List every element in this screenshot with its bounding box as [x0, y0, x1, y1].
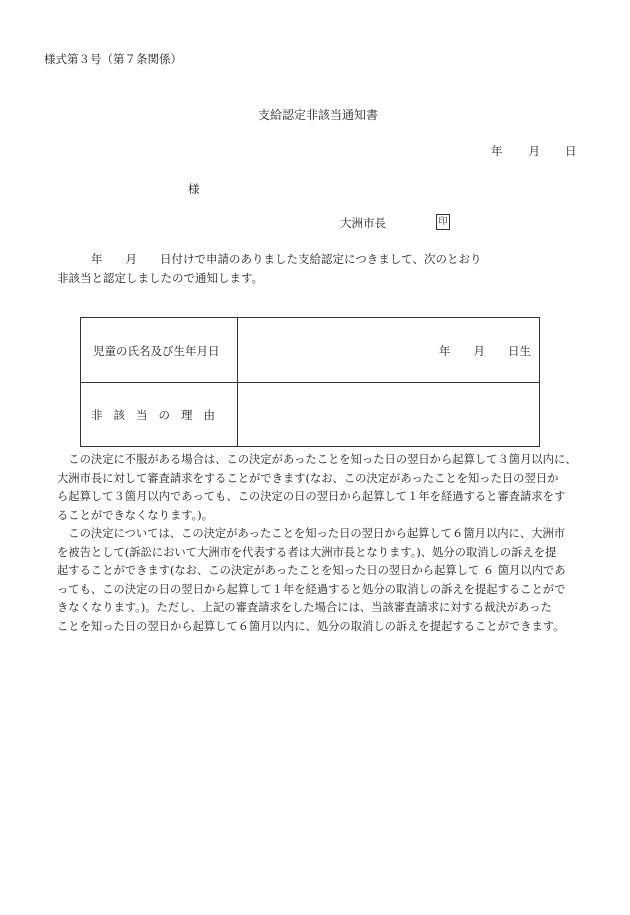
- child-name-dob-label: 児童の氏名及び生年月日: [93, 344, 220, 358]
- addressee-suffix: 様: [188, 182, 200, 196]
- table-row-child-info: [81, 318, 539, 383]
- seal-mark: 印: [436, 214, 450, 230]
- document-title: 支給認定非該当通知書: [258, 108, 379, 122]
- notes-line: っても、この決定の日の翌日から起算して１年を経過すると処分の取消しの訴えを提起することがで: [57, 582, 566, 596]
- intro-line-2: 非該当と認定しましたので通知します。: [57, 271, 264, 285]
- date-month: 月: [528, 144, 540, 158]
- table-row-reason: [81, 383, 539, 446]
- info-table: [80, 317, 540, 447]
- date-year: 年: [491, 144, 503, 158]
- notes-line: 大洲市長に対して審査請求をすることができます(なお、この決定があったことを知った日の翌日か: [57, 471, 559, 485]
- date-day: 日: [565, 144, 577, 158]
- notes-line: 起することができます(なお、この決定があったことを知った日の翌日から起算して ６ 箇月以内であ: [57, 564, 566, 577]
- form-number: 様式第３号（第７条関係）: [44, 52, 182, 66]
- issuer-name: 大洲市長: [340, 216, 386, 230]
- notes: [57, 451, 597, 636]
- notes-line: ことを知った日の翌日から起算して６箇月以内に、処分の取消しの訴えを提起することができます。: [57, 619, 565, 633]
- notes-line: を被告として(訴訟において大洲市を代表する者は大洲市長となります。)、処分の取消しの訴えを提: [57, 545, 557, 559]
- intro-line-1: 年 月 日付けで申請のありました支給認定につきまして、次のとおり: [91, 252, 482, 266]
- issue-date: [491, 143, 577, 159]
- notes-line: ることができなくなります。)。: [57, 508, 214, 522]
- notes-line: ら起算して３箇月以内であっても、この決定の日の翌日から起算して１年を経過すると審査請求をす: [57, 490, 566, 503]
- reason-label: 非該当の理由: [91, 408, 226, 422]
- notes-line: この決定に不服がある場合は、この決定があったことを知った日の翌日から起算して３箇月以内に、: [57, 453, 577, 466]
- notes-line: きなくなります。)。ただし、上記の審査請求をした場合には、当該審査請求に対する裁決があった: [57, 601, 552, 614]
- table-divider: [237, 318, 238, 446]
- notes-line: この決定については、この決定があったことを知った日の翌日から起算して６箇月以内に、大洲市: [57, 527, 566, 540]
- dob-value: 年 月 日生: [439, 344, 531, 358]
